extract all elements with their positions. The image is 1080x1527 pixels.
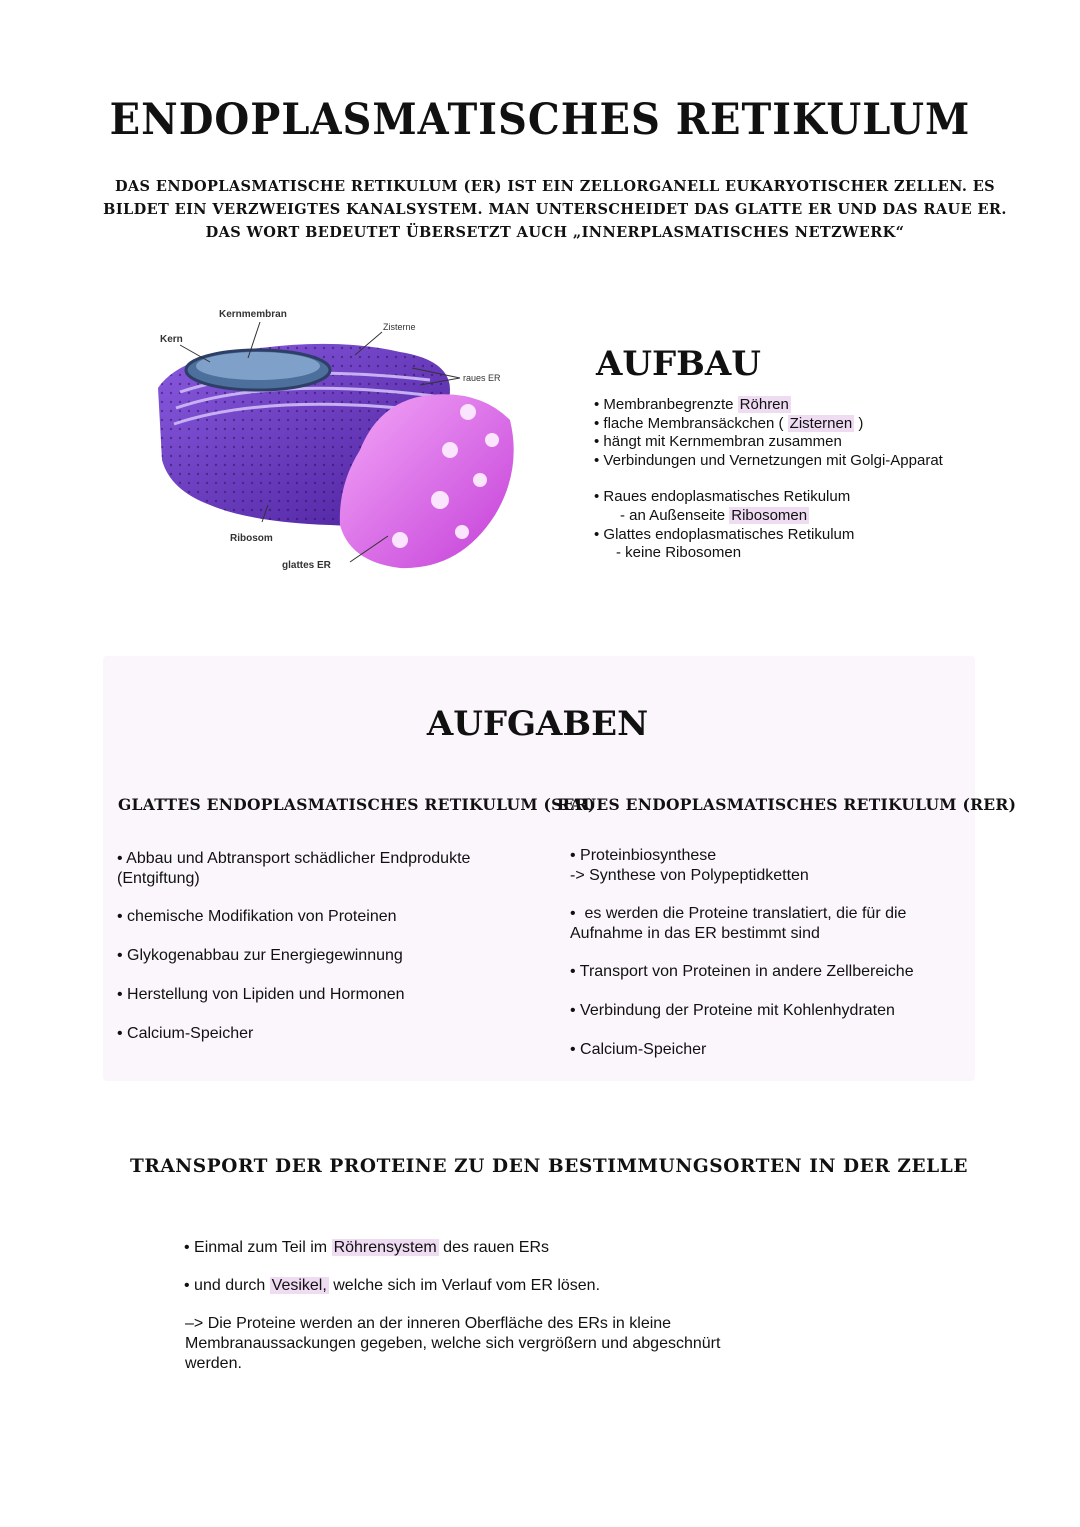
rer-item: • Calcium-Speicher: [570, 1041, 707, 1058]
highlight: Ribosomen: [731, 506, 808, 524]
transport-item: • und durch Vesikel, welche sich im Verlauf vom ER lösen.: [184, 1277, 601, 1294]
ser-item-cont: (Entgiftung): [117, 870, 200, 887]
rer-item: • Proteinbiosynthese: [570, 847, 717, 864]
label-raues-er: raues ER: [463, 373, 501, 383]
aufbau-text: Glattes endoplasmatisches Retikulum: [603, 525, 855, 543]
ser-text: Glykogenabbau zur Energiegewinnung: [127, 947, 403, 964]
ser-item: • Glykogenabbau zur Energiegewinnung: [117, 947, 403, 964]
ser-text: Calcium-Speicher: [127, 1025, 254, 1042]
transport-explanation: [185, 1314, 720, 1374]
ser-item: • Herstellung von Lipiden und Hormonen: [117, 986, 405, 1003]
rer-text: Proteinbiosynthese: [580, 847, 717, 864]
ser-item: • Abbau und Abtransport schädlicher Endprodukte: [117, 850, 471, 867]
aufbau-text: hängt mit Kernmembran zusammen: [603, 433, 842, 451]
aufbau-item: • Raues endoplasmatisches Retikulum: [594, 488, 851, 506]
intro-paragraph: DAS ENDOPLASMATISCHE RETIKULUM (ER) IST EIN ZELLORGANELL EUKARYOTISCHER ZELLEN. ES BILDET EIN VERZWEIGTES KANALSYSTEM. MAN UNTERSCHEIDET DAS GLATTE ER UND DAS RAUE ER. DAS WORT BEDEUTET ÜBERSETZT AUCH „INNERPLASMATISCHES NETZWERK“: [103, 178, 1007, 241]
ser-text: chemische Modifikation von Proteinen: [127, 908, 397, 925]
highlight: Vesikel,: [271, 1277, 327, 1294]
highlight: Zisternen: [789, 414, 853, 432]
transport-text: des rauen ERs: [438, 1239, 549, 1256]
rer-text: es werden die Proteine translatiert, die für die: [580, 905, 907, 922]
aufbau-subitem: [594, 507, 943, 526]
transport-text: welche sich im Verlauf vom ER lösen.: [328, 1277, 601, 1294]
rer-item: • Verbindung der Proteine mit Kohlenhydraten: [570, 1002, 895, 1019]
ser-heading: GLATTES ENDOPLASMATISCHES RETIKULUM (SER): [118, 795, 596, 814]
aufbau-text: - keine Ribosomen: [616, 544, 742, 562]
rer-item-cont: -> Synthese von Polypeptidketten: [570, 867, 809, 884]
highlight: Röhren: [739, 396, 789, 413]
aufbau-item: • hängt mit Kernmembran zusammen: [594, 433, 842, 451]
rer-item: • es werden die Proteine translatiert, die für die: [570, 905, 907, 922]
transport-line: –> Die Proteine werden an der inneren Oberfläche des ERs in kleine: [185, 1315, 672, 1332]
label-kern: Kern: [160, 334, 183, 345]
ser-item: • Calcium-Speicher: [117, 1025, 254, 1042]
label-ribosom: Ribosom: [230, 533, 273, 544]
transport-item: • Einmal zum Teil im Röhrensystem des rauen ERs: [184, 1239, 549, 1256]
aufbau-text: Verbindungen und Vernetzungen mit Golgi-Apparat: [603, 451, 943, 469]
transport-line: werden.: [185, 1355, 242, 1372]
ser-text: Abbau und Abtransport schädlicher Endprodukte: [126, 850, 471, 867]
rer-text: Calcium-Speicher: [580, 1041, 707, 1058]
aufbau-item: • Glattes endoplasmatisches Retikulum: [594, 525, 855, 543]
aufbau-text: ): [854, 414, 864, 432]
aufbau-text: flache Membransäckchen (: [603, 414, 788, 432]
label-glattes-er: glattes ER: [282, 560, 331, 571]
transport-text: und durch: [194, 1277, 270, 1294]
aufbau-list: [594, 396, 943, 563]
ser-text: Herstellung von Lipiden und Hormonen: [127, 986, 405, 1003]
aufbau-item: • Verbindungen und Vernetzungen mit Golgi-Apparat: [594, 451, 943, 469]
aufbau-item: • Membranbegrenzte Röhren: [594, 396, 789, 413]
ser-item: • chemische Modifikation von Proteinen: [117, 908, 397, 925]
aufbau-text: - an Außenseite: [620, 506, 730, 524]
rer-heading: RAUES ENDOPLASMATISCHES RETIKULUM (RER): [557, 795, 1017, 814]
page-title: ENDOPLASMATISCHES RETIKULUM: [109, 94, 971, 145]
rer-item-cont: Aufnahme in das ER bestimmt sind: [570, 925, 820, 942]
rer-item: • Transport von Proteinen in andere Zellbereiche: [570, 963, 914, 980]
aufbau-text: Membranbegrenzte: [603, 396, 738, 413]
aufbau-heading: AUFBAU: [596, 344, 761, 384]
aufbau-item: • flache Membransäckchen ( Zisternen ): [594, 414, 864, 432]
highlight: Röhrensystem: [333, 1239, 437, 1256]
er-diagram: [150, 300, 530, 585]
aufgaben-heading: AUFGABEN: [426, 704, 649, 744]
aufbau-subitem: [594, 544, 943, 563]
transport-heading: TRANSPORT DER PROTEINE ZU DEN BESTIMMUNGSORTEN IN DER ZELLE: [130, 1156, 969, 1177]
transport-line: Membranaussackungen gegeben, welche sich vergrößern und abgeschnürt: [185, 1335, 721, 1352]
transport-text: Einmal zum Teil im: [194, 1239, 332, 1256]
label-kernmembran: Kernmembran: [219, 309, 287, 320]
rer-text: Transport von Proteinen in andere Zellbereiche: [579, 963, 914, 980]
aufbau-text: Raues endoplasmatisches Retikulum: [603, 488, 851, 506]
label-zisterne: Zisterne: [383, 322, 416, 332]
rer-text: Verbindung der Proteine mit Kohlenhydraten: [580, 1002, 895, 1019]
